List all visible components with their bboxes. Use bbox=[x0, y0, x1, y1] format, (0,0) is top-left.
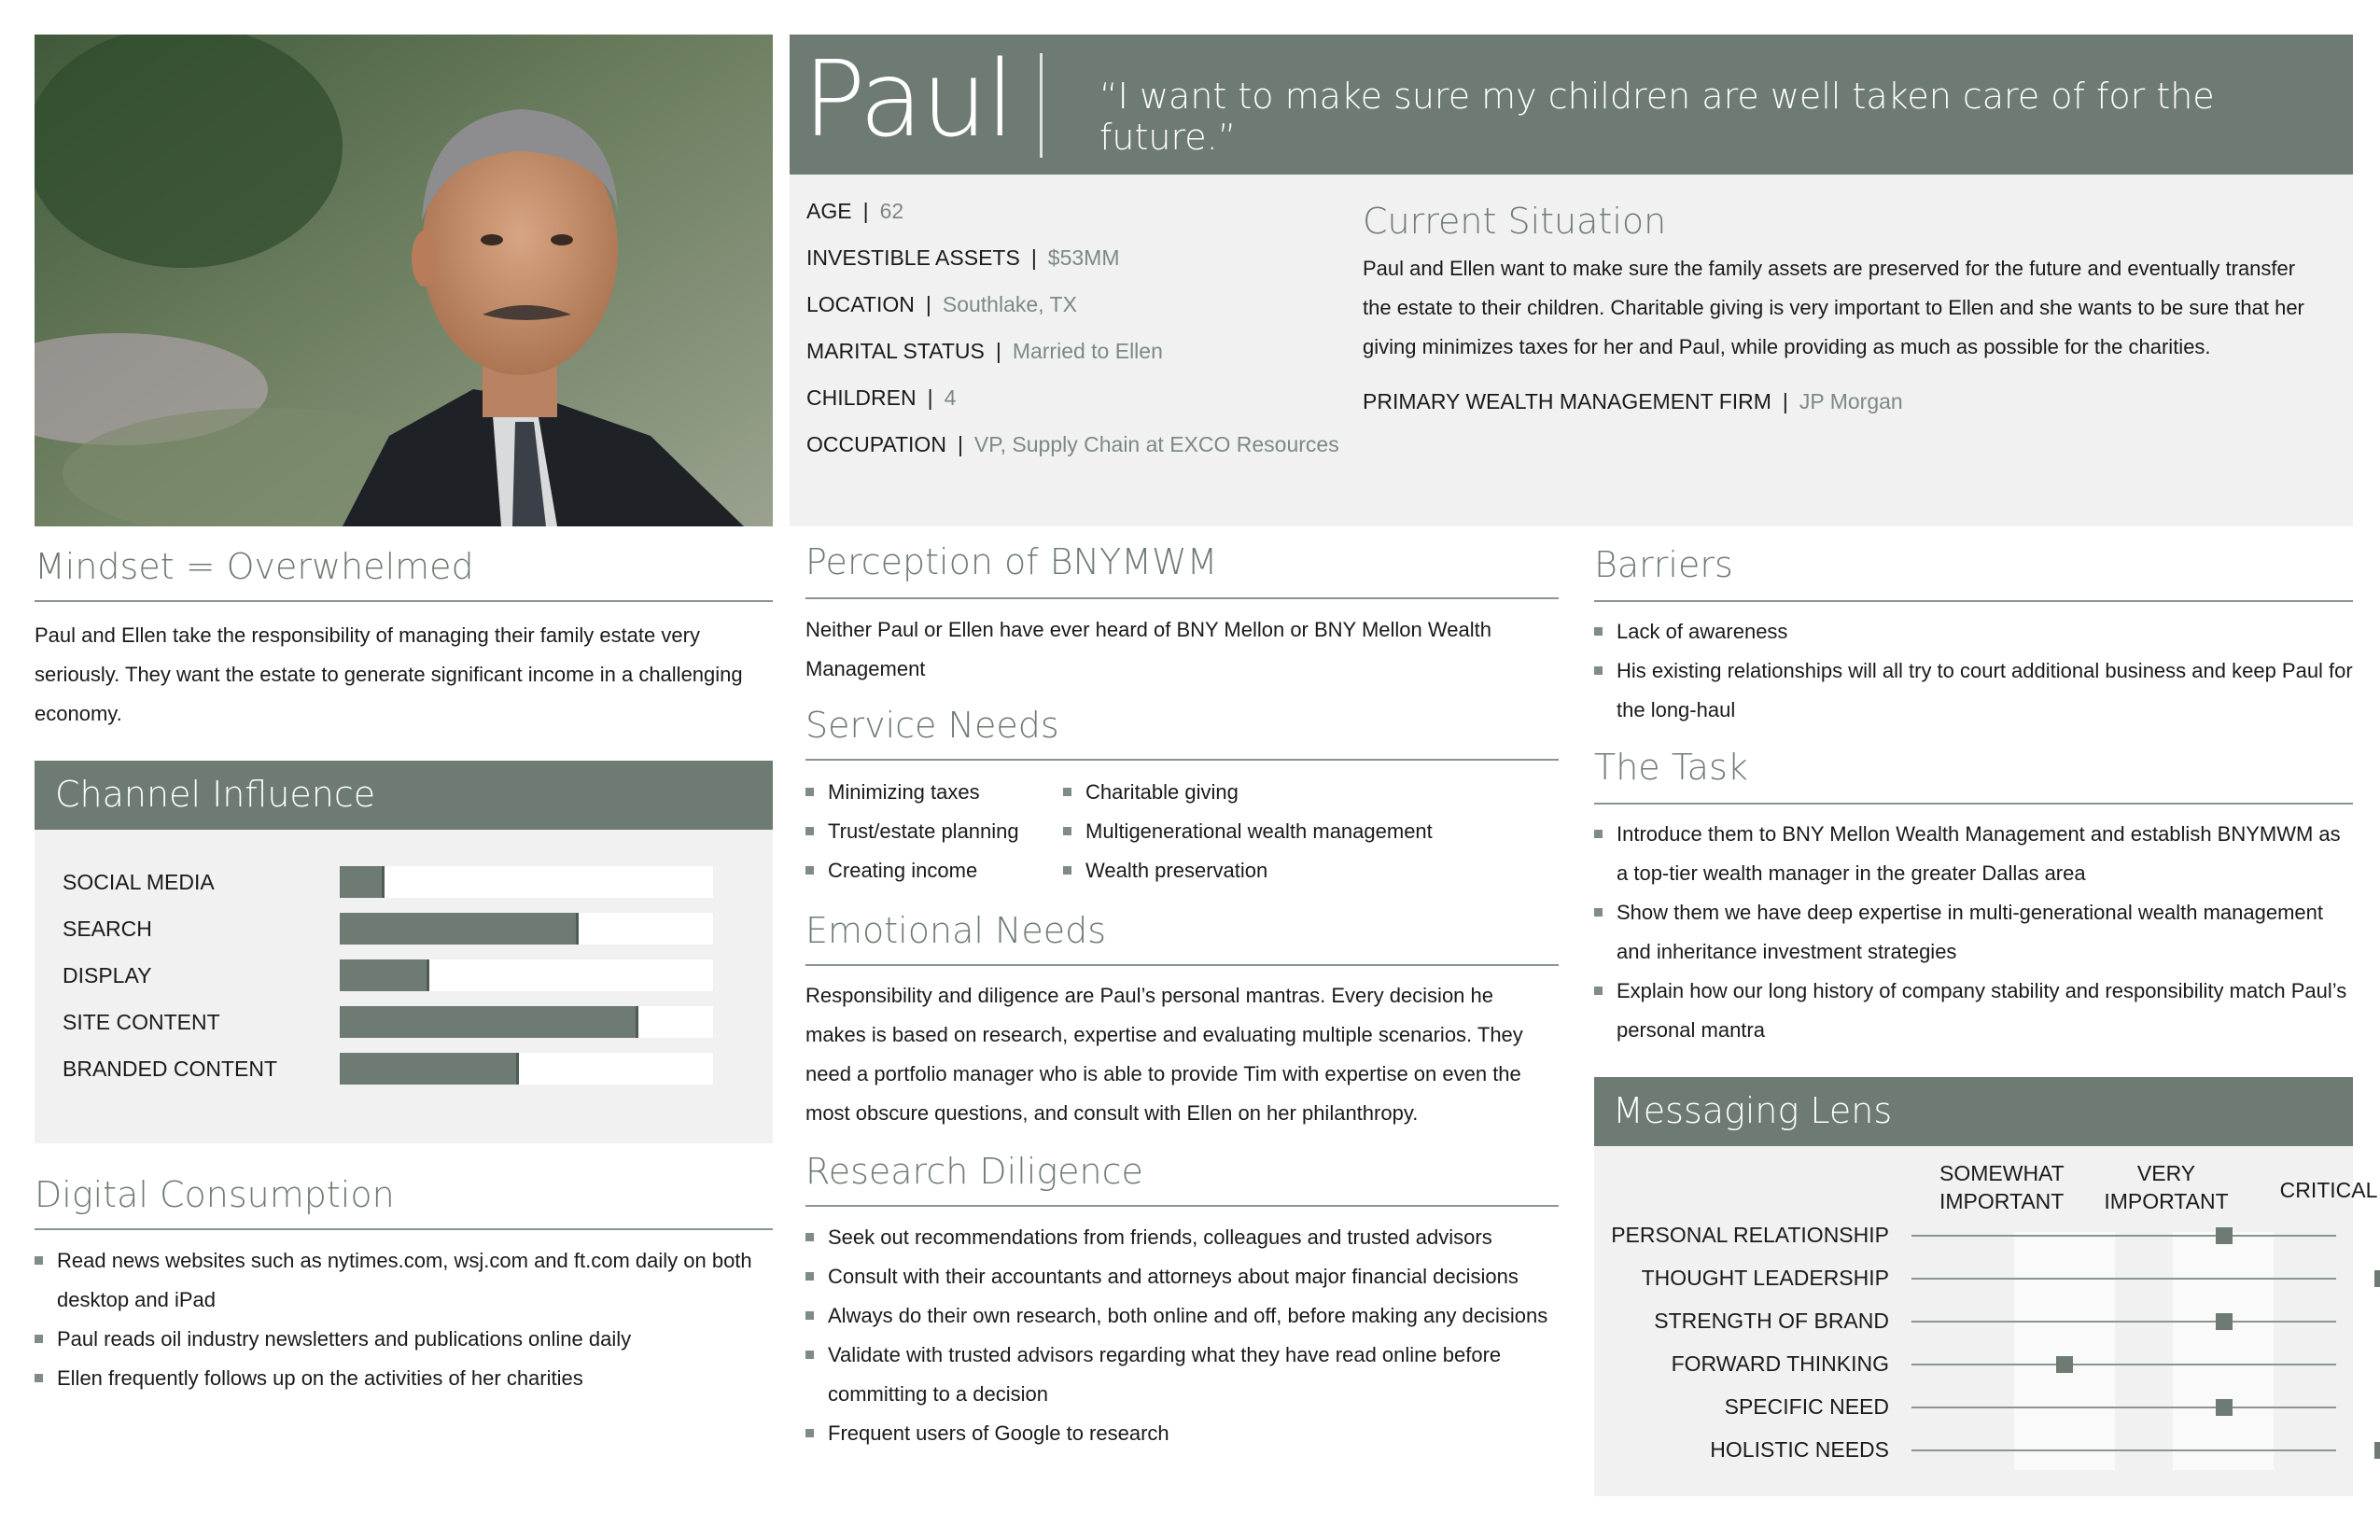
list-item: Ellen frequently follows up on the activities of her charities bbox=[35, 1359, 763, 1398]
lens-rating-marker bbox=[2374, 1270, 2380, 1287]
profile-age: AGE | 62 bbox=[806, 199, 904, 223]
list-item: Frequent users of Google to research bbox=[805, 1414, 1559, 1453]
messaging-lens-panel bbox=[1594, 1146, 2378, 1496]
persona-header bbox=[790, 35, 2353, 175]
lens-column-somewhat: SOMEWHAT IMPORTANT bbox=[1939, 1161, 2065, 1213]
mindset-title: Mindset = Overwhelmed bbox=[35, 546, 474, 587]
lens-rating-marker bbox=[2216, 1399, 2233, 1416]
lens-row-line bbox=[1911, 1364, 2336, 1365]
channel-label: SITE CONTENT bbox=[63, 1010, 220, 1034]
digital-rule bbox=[35, 1228, 773, 1230]
perception-text: Neither Paul or Ellen have ever heard of BNY Mellon or BNY Mellon Wealth Management bbox=[805, 618, 1491, 680]
research-list bbox=[805, 1218, 1559, 1453]
list-item: Charitable giving bbox=[1063, 773, 1548, 812]
channel-bar bbox=[340, 959, 429, 991]
channel-row bbox=[63, 1053, 744, 1085]
lens-column-band bbox=[2014, 1232, 2115, 1470]
channel-track bbox=[340, 866, 713, 898]
wealth-firm: PRIMARY WEALTH MANAGEMENT FIRM | JP Morgan bbox=[1363, 389, 1903, 413]
channel-label: DISPLAY bbox=[63, 963, 152, 987]
perception-title: Perception of BNYMWM bbox=[805, 541, 1218, 582]
profile-children: CHILDREN | 4 bbox=[806, 385, 957, 410]
lens-rating-marker bbox=[2216, 1227, 2233, 1244]
list-item: Introduce them to BNY Mellon Wealth Management and establish BNYMWM as a top-tier wealth manager in the greater Dallas area bbox=[1594, 815, 2353, 893]
channel-row bbox=[63, 959, 744, 991]
barriers-title: Barriers bbox=[1594, 544, 1733, 585]
emotional-text: Responsibility and diligence are Paul’s personal mantras. Every decision he makes is based on research, expertise and evaluating multiple scenarios. They need a portfolio manager who is able to provide Tim with expertise on even the most obscure questions, and consult with Ellen on her philanthropy. bbox=[805, 984, 1523, 1125]
messaging-lens-header bbox=[1594, 1077, 2353, 1146]
profile-location: LOCATION | Southlake, TX bbox=[806, 292, 1077, 316]
channel-bar bbox=[340, 1053, 519, 1085]
lens-column-band bbox=[2173, 1232, 2274, 1470]
emotional-rule bbox=[805, 964, 1559, 966]
lens-row-line bbox=[1911, 1321, 2336, 1323]
research-rule bbox=[805, 1205, 1559, 1207]
lens-row-line bbox=[1911, 1235, 2336, 1237]
service-needs-rule bbox=[805, 759, 1559, 761]
emotional-title: Emotional Needs bbox=[805, 910, 1107, 951]
channel-influence-header bbox=[35, 761, 773, 830]
list-item: Paul reads oil industry newsletters and publications online daily bbox=[35, 1320, 763, 1359]
channel-row bbox=[63, 866, 744, 898]
list-item: His existing relationships will all try to court additional business and keep Paul for the long-haul bbox=[1594, 651, 2353, 730]
lens-row-label: SPECIFIC NEED bbox=[1724, 1394, 1889, 1419]
mindset-text: Paul and Ellen take the responsibility of managing their family estate very seriously. They want the estate to generate significant income in a challenging economy. bbox=[35, 623, 743, 725]
channel-track bbox=[340, 1006, 713, 1038]
channel-bar bbox=[340, 1006, 638, 1038]
list-item: Always do their own research, both online and off, before making any decisions bbox=[805, 1296, 1559, 1336]
channel-track bbox=[340, 1053, 713, 1085]
list-item: Creating income bbox=[805, 851, 1057, 890]
channel-influence-panel bbox=[35, 830, 773, 1143]
list-item: Multigenerational wealth management bbox=[1063, 812, 1548, 851]
persona-quote: “I want to make sure my children are well taken care of for the future.” bbox=[1099, 76, 2215, 158]
lens-column-critical: CRITICAL bbox=[2279, 1178, 2378, 1202]
list-item: Validate with trusted advisors regarding what they have read online before committing to a decision bbox=[805, 1336, 1559, 1414]
barriers-list bbox=[1594, 612, 2353, 730]
channel-track bbox=[340, 913, 713, 945]
lens-column-very: VERY IMPORTANT bbox=[2104, 1161, 2229, 1213]
list-item: Minimizing taxes bbox=[805, 773, 1057, 812]
service-needs-title: Service Needs bbox=[805, 705, 1059, 746]
profile-assets: INVESTIBLE ASSETS | $53MM bbox=[806, 245, 1120, 270]
lens-row-line bbox=[1911, 1278, 2336, 1280]
profile-panel bbox=[790, 175, 2353, 526]
channel-bar bbox=[340, 866, 385, 898]
lens-row-line bbox=[1911, 1449, 2336, 1451]
list-item: Read news websites such as nytimes.com, wsj.com and ft.com daily on both desktop and iPad bbox=[35, 1241, 763, 1320]
lens-rating-marker bbox=[2374, 1442, 2380, 1459]
list-item: Show them we have deep expertise in multi-generational wealth management and inheritance investment strategies bbox=[1594, 893, 2353, 972]
service-needs-left bbox=[805, 773, 1057, 890]
channel-influence-title: Channel Influence bbox=[55, 774, 376, 815]
channel-row bbox=[63, 913, 744, 945]
task-title: The Task bbox=[1594, 747, 1748, 788]
profile-occupation: OCCUPATION | VP, Supply Chain at EXCO Resources bbox=[806, 432, 1339, 456]
channel-track bbox=[340, 959, 713, 991]
service-needs-right bbox=[1063, 773, 1548, 890]
messaging-lens-title: Messaging Lens bbox=[1613, 1090, 1893, 1131]
lens-row-label: THOUGHT LEADERSHIP bbox=[1641, 1266, 1889, 1290]
persona-name: Paul bbox=[803, 39, 1014, 161]
lens-row-label: STRENGTH OF BRAND bbox=[1654, 1309, 1889, 1333]
task-list bbox=[1594, 815, 2353, 1050]
perception-rule bbox=[805, 597, 1559, 599]
lens-row-label: FORWARD THINKING bbox=[1671, 1351, 1889, 1376]
channel-label: BRANDED CONTENT bbox=[63, 1057, 278, 1081]
list-item: Consult with their accountants and attorneys about major financial decisions bbox=[805, 1257, 1559, 1296]
list-item: Lack of awareness bbox=[1594, 612, 2353, 651]
barriers-rule bbox=[1594, 600, 2353, 602]
lens-row-line bbox=[1911, 1407, 2336, 1408]
channel-label: SOCIAL MEDIA bbox=[63, 870, 215, 894]
task-rule bbox=[1594, 803, 2353, 805]
situation-text: Paul and Ellen want to make sure the family assets are preserved for the future and eventually transfer the estate to their children. Charitable giving is very important to Ellen and she wants to be sure that her giving minimizes taxes for her and Paul, while providing as much as possible for the charities. bbox=[1363, 257, 2304, 358]
lens-row-label: PERSONAL RELATIONSHIP bbox=[1611, 1223, 1889, 1247]
channel-label: SEARCH bbox=[63, 917, 152, 941]
persona-photo bbox=[35, 35, 773, 526]
header-divider bbox=[1040, 53, 1043, 158]
list-item: Explain how our long history of company stability and responsibility match Paul’s personal mantra bbox=[1594, 972, 2353, 1050]
list-item: Seek out recommendations from friends, colleagues and trusted advisors bbox=[805, 1218, 1559, 1257]
digital-list bbox=[35, 1241, 763, 1398]
channel-row bbox=[63, 1006, 744, 1038]
lens-rating-marker bbox=[2216, 1313, 2233, 1330]
lens-rating-marker bbox=[2056, 1356, 2073, 1373]
list-item: Wealth preservation bbox=[1063, 851, 1548, 890]
profile-marital: MARITAL STATUS | Married to Ellen bbox=[806, 339, 1163, 363]
digital-title: Digital Consumption bbox=[35, 1174, 395, 1215]
mindset-rule bbox=[35, 600, 773, 602]
research-title: Research Diligence bbox=[805, 1151, 1143, 1192]
list-item: Trust/estate planning bbox=[805, 812, 1057, 851]
lens-row-label: HOLISTIC NEEDS bbox=[1710, 1437, 1889, 1462]
situation-title: Current Situation bbox=[1363, 201, 1667, 242]
channel-bar bbox=[340, 913, 579, 945]
